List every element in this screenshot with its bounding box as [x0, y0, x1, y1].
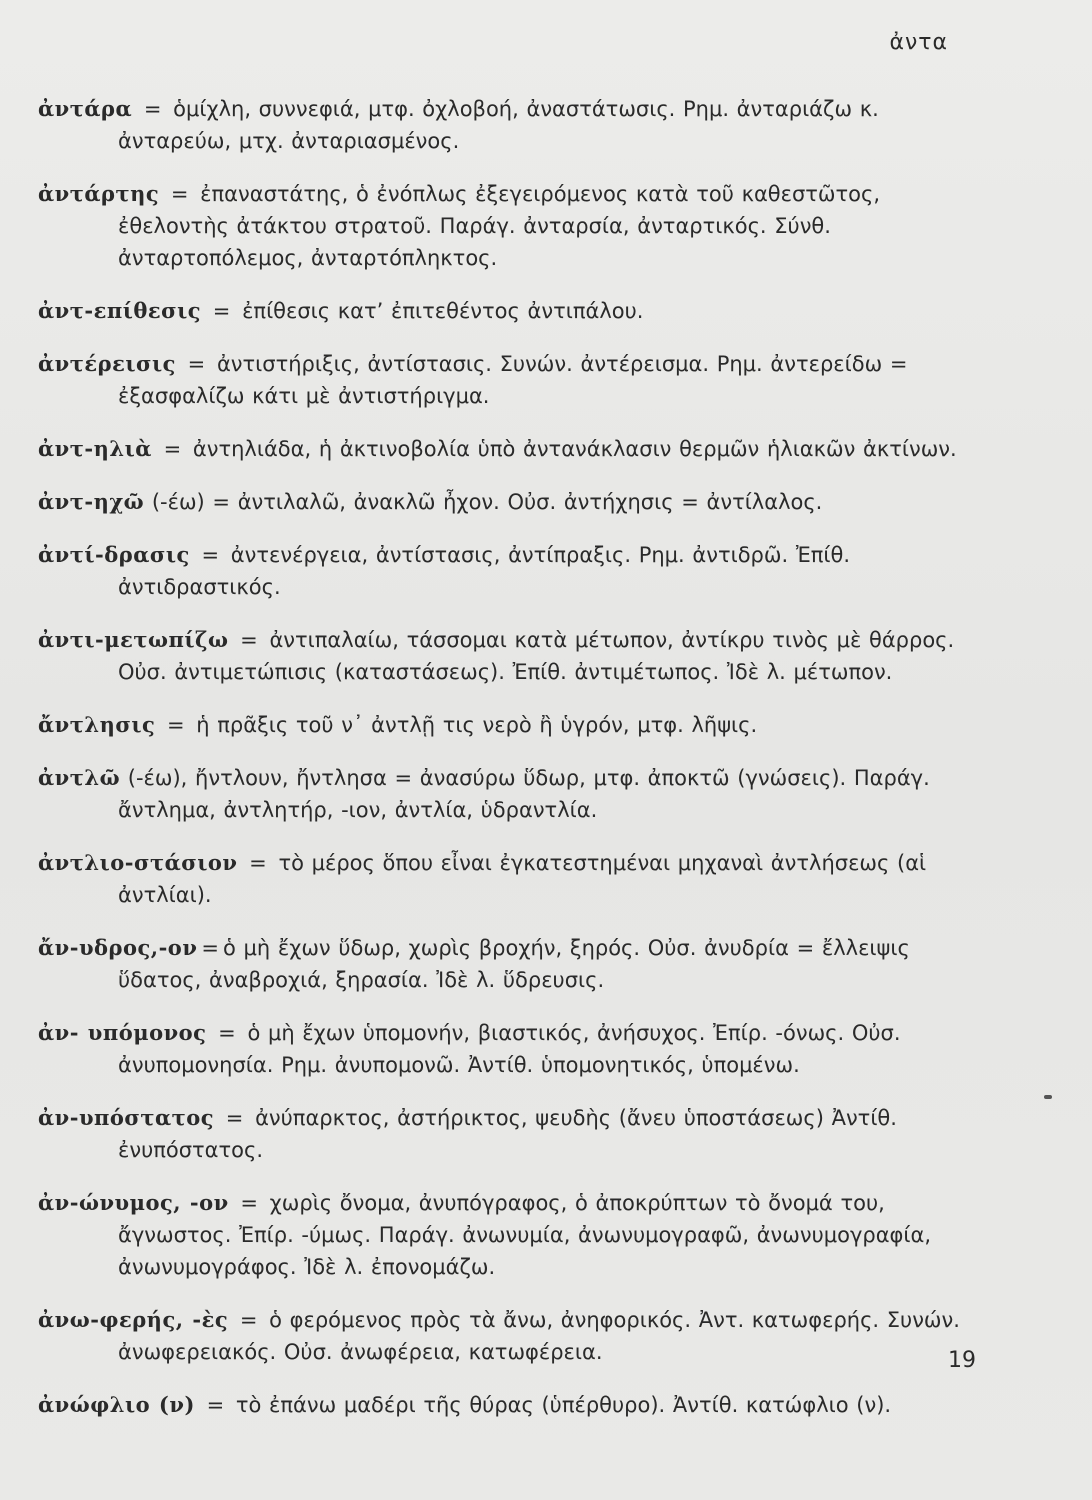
dictionary-entry: ἀντι-μετωπίζω = ἀντιπαλαίω, τάσσομαι κατὰ μέτωπον, ἀντίκρυ τινὸς μὲ θάρρος. Οὐσ. ἀντιμετώπισις (καταστάσεως). Ἐπίθ. ἀντιμέτωπος. Ἰδὲ λ. μέτωπον. — [38, 627, 955, 684]
entry-definition: ἐπαναστάτης, ὁ ἐνόπλως ἐξεγειρόμενος κατὰ τοῦ καθεστῶτος, ἐθελοντὴς ἀτάκτου στρατοῦ. Παράγ. ἀνταρσία, ἀνταρτικός. Σύνθ. ἀνταρτοπόλεμος, ἀνταρτόπληκτος. — [118, 182, 881, 270]
dictionary-entry — [38, 762, 968, 826]
entry-list — [38, 72, 968, 1431]
entry-lemma: ἀνω-φερής, -ὲς — [38, 1307, 229, 1332]
entry-definition: τὸ ἐπάνω μαδέρι τῆς θύρας (ὑπέρθυρο). Ἀντίθ. κατώφλιο (ν). — [235, 1393, 892, 1417]
guide-word: ἀντα — [889, 30, 948, 55]
entry-lemma: ἀντέρεισις — [38, 351, 176, 376]
entry-lemma: ἀντλῶ — [38, 765, 121, 790]
dictionary-entry: ἀντλιο-στάσιον = τὸ μέρος ὅπου εἶναι ἐγκατεστημέναι μηχαναὶ ἀντλήσεως (αἱ ἀντλίαι). — [38, 850, 927, 907]
entry-lemma: ἀντ-επίθεσις — [38, 298, 202, 323]
entry-definition: ὁ μὴ ἔχων ὕδωρ, χωρὶς βροχήν, ξηρός. Οὐσ. ἀνυδρία = ἔλλειψις ὕδατος, ἀναβροχιά, ξηρασία. Ἰδὲ λ. ὕδρευσις. — [118, 936, 910, 992]
entry-lemma: ἀντ-ηλιὰ — [38, 436, 152, 461]
entry-lemma: ἄν-υδρος,-ον — [38, 935, 198, 960]
entry-definition: ἐπίθεσις κατ’ ἐπιτεθέντος ἀντιπάλου. — [242, 299, 644, 323]
dictionary-entry: ἀντάρα = ὁμίχλη, συννεφιά, μτφ. ὀχλοβοή, ἀναστάτωσις. Ρημ. ἀνταριάζω κ. ἀνταρεύω, μτχ. ἀνταριασμένος. — [38, 96, 879, 153]
dictionary-entry: ἀντάρτης = ἐπαναστάτης, ὁ ἐνόπλως ἐξεγειρόμενος κατὰ τοῦ καθεστῶτος, ἐθελοντὴς ἀτάκτου στρατοῦ. Παράγ. ἀνταρσία, ἀνταρτικός. Σύνθ. ἀνταρτοπόλεμος, ἀνταρτόπληκτος. — [38, 181, 881, 270]
entry-lemma: ἀνώφλιο (ν) — [38, 1392, 195, 1417]
entry-lemma: ἄντλησις — [38, 712, 156, 737]
entry-lemma: ἀντί-δρασις — [38, 542, 190, 567]
dictionary-entry: ἀντί-δρασις = ἀντενέργεια, ἀντίστασις, ἀντίπραξις. Ρημ. ἀντιδρῶ. Ἐπίθ. ἀντιδραστικός. — [38, 542, 851, 599]
entry-definition: χωρὶς ὄνομα, ἀνυπόγραφος, ὁ ἀποκρύπτων τὸ ὄνομά του, ἄγνωστος. Ἐπίρ. -ύμως. Παράγ. ἀνωνυμία, ἀνωνυμογραφῶ, ἀνωνυμογραφία, ἀνωνυμογράφος. Ἰδὲ λ. ἐπονομάζω. — [118, 1191, 932, 1279]
dictionary-entry: ἄντλησις = ἡ πρᾶξις τοῦ ν᾽ ἀντλῇ τις νερὸ ἢ ὑγρόν, μτφ. λῆψις. — [38, 712, 758, 737]
dictionary-entry: ἀντέρεισις = ἀντιστήριξις, ἀντίστασις. Συνών. ἀντέρεισμα. Ρημ. ἀντερείδω = ἐξασφαλίζω κάτι μὲ ἀντιστήριγμα. — [38, 351, 908, 408]
entry-lemma: ἀντάρα — [38, 96, 133, 121]
page-number: 19 — [948, 1348, 976, 1373]
entry-lemma: ἀντάρτης — [38, 181, 160, 206]
entry-lemma: ἀντι-μετωπίζω — [38, 627, 229, 652]
entry-definition: τὸ μέρος ὅπου εἶναι ἐγκατεστημέναι μηχαναὶ ἀντλήσεως (αἱ ἀντλίαι). — [118, 851, 927, 907]
dictionary-entry: ἀντ-ηλιὰ = ἀντηλιάδα, ἡ ἀκτινοβολία ὑπὸ ἀντανάκλασιν θερμῶν ἡλιακῶν ἀκτίνων. — [38, 436, 957, 461]
entry-definition: ἡ πρᾶξις τοῦ ν᾽ ἀντλῇ τις νερὸ ἢ ὑγρόν, μτφ. λῆψις. — [196, 713, 758, 737]
entry-definition: (-έω) = ἀντιλαλῶ, ἀνακλῶ ἦχον. Οὐσ. ἀντήχησις = ἀντίλαλος. — [151, 490, 823, 514]
entry-definition: ὁμίχλη, συννεφιά, μτφ. ὀχλοβοή, ἀναστάτωσις. Ρημ. ἀνταριάζω κ. ἀνταρεύω, μτχ. ἀνταριασμένος. — [118, 97, 879, 153]
ink-smudge — [1044, 1095, 1052, 1099]
dictionary-entry: ἀντ-επίθεσις = ἐπίθεσις κατ’ ἐπιτεθέντος ἀντιπάλου. — [38, 298, 644, 323]
entry-lemma: ἀντ-ηχῶ — [38, 489, 145, 514]
dictionary-entry: ἀνώφλιο (ν) = τὸ ἐπάνω μαδέρι τῆς θύρας (ὑπέρθυρο). Ἀντίθ. κατώφλιο (ν). — [38, 1392, 892, 1417]
entry-definition: ἀντενέργεια, ἀντίστασις, ἀντίπραξις. Ρημ. ἀντιδρῶ. Ἐπίθ. ἀντιδραστικός. — [118, 543, 851, 599]
entry-definition: (-έω), ἤντλουν, ἤντλησα = ἀνασύρω ὕδωρ, μτφ. ἀποκτῶ (γνώσεις). Παράγ. ἄντλημα, ἀντλητήρ, -ιον, ἀντλία, ὑδραντλία. — [118, 766, 930, 822]
entry-definition: ὁ μὴ ἔχων ὑπομονήν, βιαστικός, ἀνήσυχος. Ἐπίρ. -όνως. Οὐσ. ἀνυπομονησία. Ρημ. ἀνυπομονῶ. Ἀντίθ. ὑπομονητικός, ὑπομένω. — [118, 1021, 901, 1077]
entry-lemma: ἀν-ώνυμος, -ον — [38, 1190, 229, 1215]
entry-definition: ἀντιπαλαίω, τάσσομαι κατὰ μέτωπον, ἀντίκρυ τινὸς μὲ θάρρος. Οὐσ. ἀντιμετώπισις (καταστάσεως). Ἐπίθ. ἀντιμέτωπος. Ἰδὲ λ. μέτωπον. — [118, 628, 955, 684]
entry-lemma: ἀν- υπόμονος — [38, 1020, 207, 1045]
entry-definition: ὁ φερόμενος πρὸς τὰ ἄνω, ἀνηφορικός. Ἀντ. κατωφερής. Συνών. ἀνωφερειακός. Οὐσ. ἀνωφέρεια, κατωφέρεια. — [118, 1308, 960, 1364]
entry-definition: ἀντηλιάδα, ἡ ἀκτινοβολία ὑπὸ ἀντανάκλασιν θερμῶν ἡλιακῶν ἀκτίνων. — [192, 437, 957, 461]
dictionary-entry: ἀνω-φερής, -ὲς = ὁ φερόμενος πρὸς τὰ ἄνω, ἀνηφορικός. Ἀντ. κατωφερής. Συνών. ἀνωφερειακός. Οὐσ. ἀνωφέρεια, κατωφέρεια. — [38, 1307, 960, 1364]
dictionary-entry: ἄν-υδρος,-ον = ὁ μὴ ἔχων ὕδωρ, χωρὶς βροχήν, ξηρός. Οὐσ. ἀνυδρία = ἔλλειψις ὕδατος, ἀναβροχιά, ξηρασία. Ἰδὲ λ. ὕδρευσις. — [38, 935, 910, 992]
dictionary-entry: ἀν- υπόμονος = ὁ μὴ ἔχων ὑπομονήν, βιαστικός, ἀνήσυχος. Ἐπίρ. -όνως. Οὐσ. ἀνυπομονησία. Ρημ. ἀνυπομονῶ. Ἀντίθ. ὑπομονητικός, ὑπομένω. — [38, 1020, 901, 1077]
dictionary-entry: ἀν-ώνυμος, -ον = χωρὶς ὄνομα, ἀνυπόγραφος, ὁ ἀποκρύπτων τὸ ὄνομά του, ἄγνωστος. Ἐπίρ. -ύμως. Παράγ. ἀνωνυμία, ἀνωνυμογραφῶ, ἀνωνυμογραφία, ἀνωνυμογράφος. Ἰδὲ λ. ἐπονομάζω. — [38, 1190, 932, 1279]
dictionary-entry — [38, 486, 968, 518]
entry-definition: ἀνύπαρκτος, ἀστήρικτος, ψευδὴς (ἄνευ ὑποστάσεως) Ἀντίθ. ἐνυπόστατος. — [118, 1106, 897, 1162]
entry-lemma: ἀντλιο-στάσιον — [38, 850, 238, 875]
entry-lemma: ἀν-υπόστατος — [38, 1105, 215, 1130]
dictionary-entry: ἀν-υπόστατος = ἀνύπαρκτος, ἀστήρικτος, ψευδὴς (ἄνευ ὑποστάσεως) Ἀντίθ. ἐνυπόστατος. — [38, 1105, 897, 1162]
entry-definition: ἀντιστήριξις, ἀντίστασις. Συνών. ἀντέρεισμα. Ρημ. ἀντερείδω = ἐξασφαλίζω κάτι μὲ ἀντιστήριγμα. — [118, 352, 908, 408]
